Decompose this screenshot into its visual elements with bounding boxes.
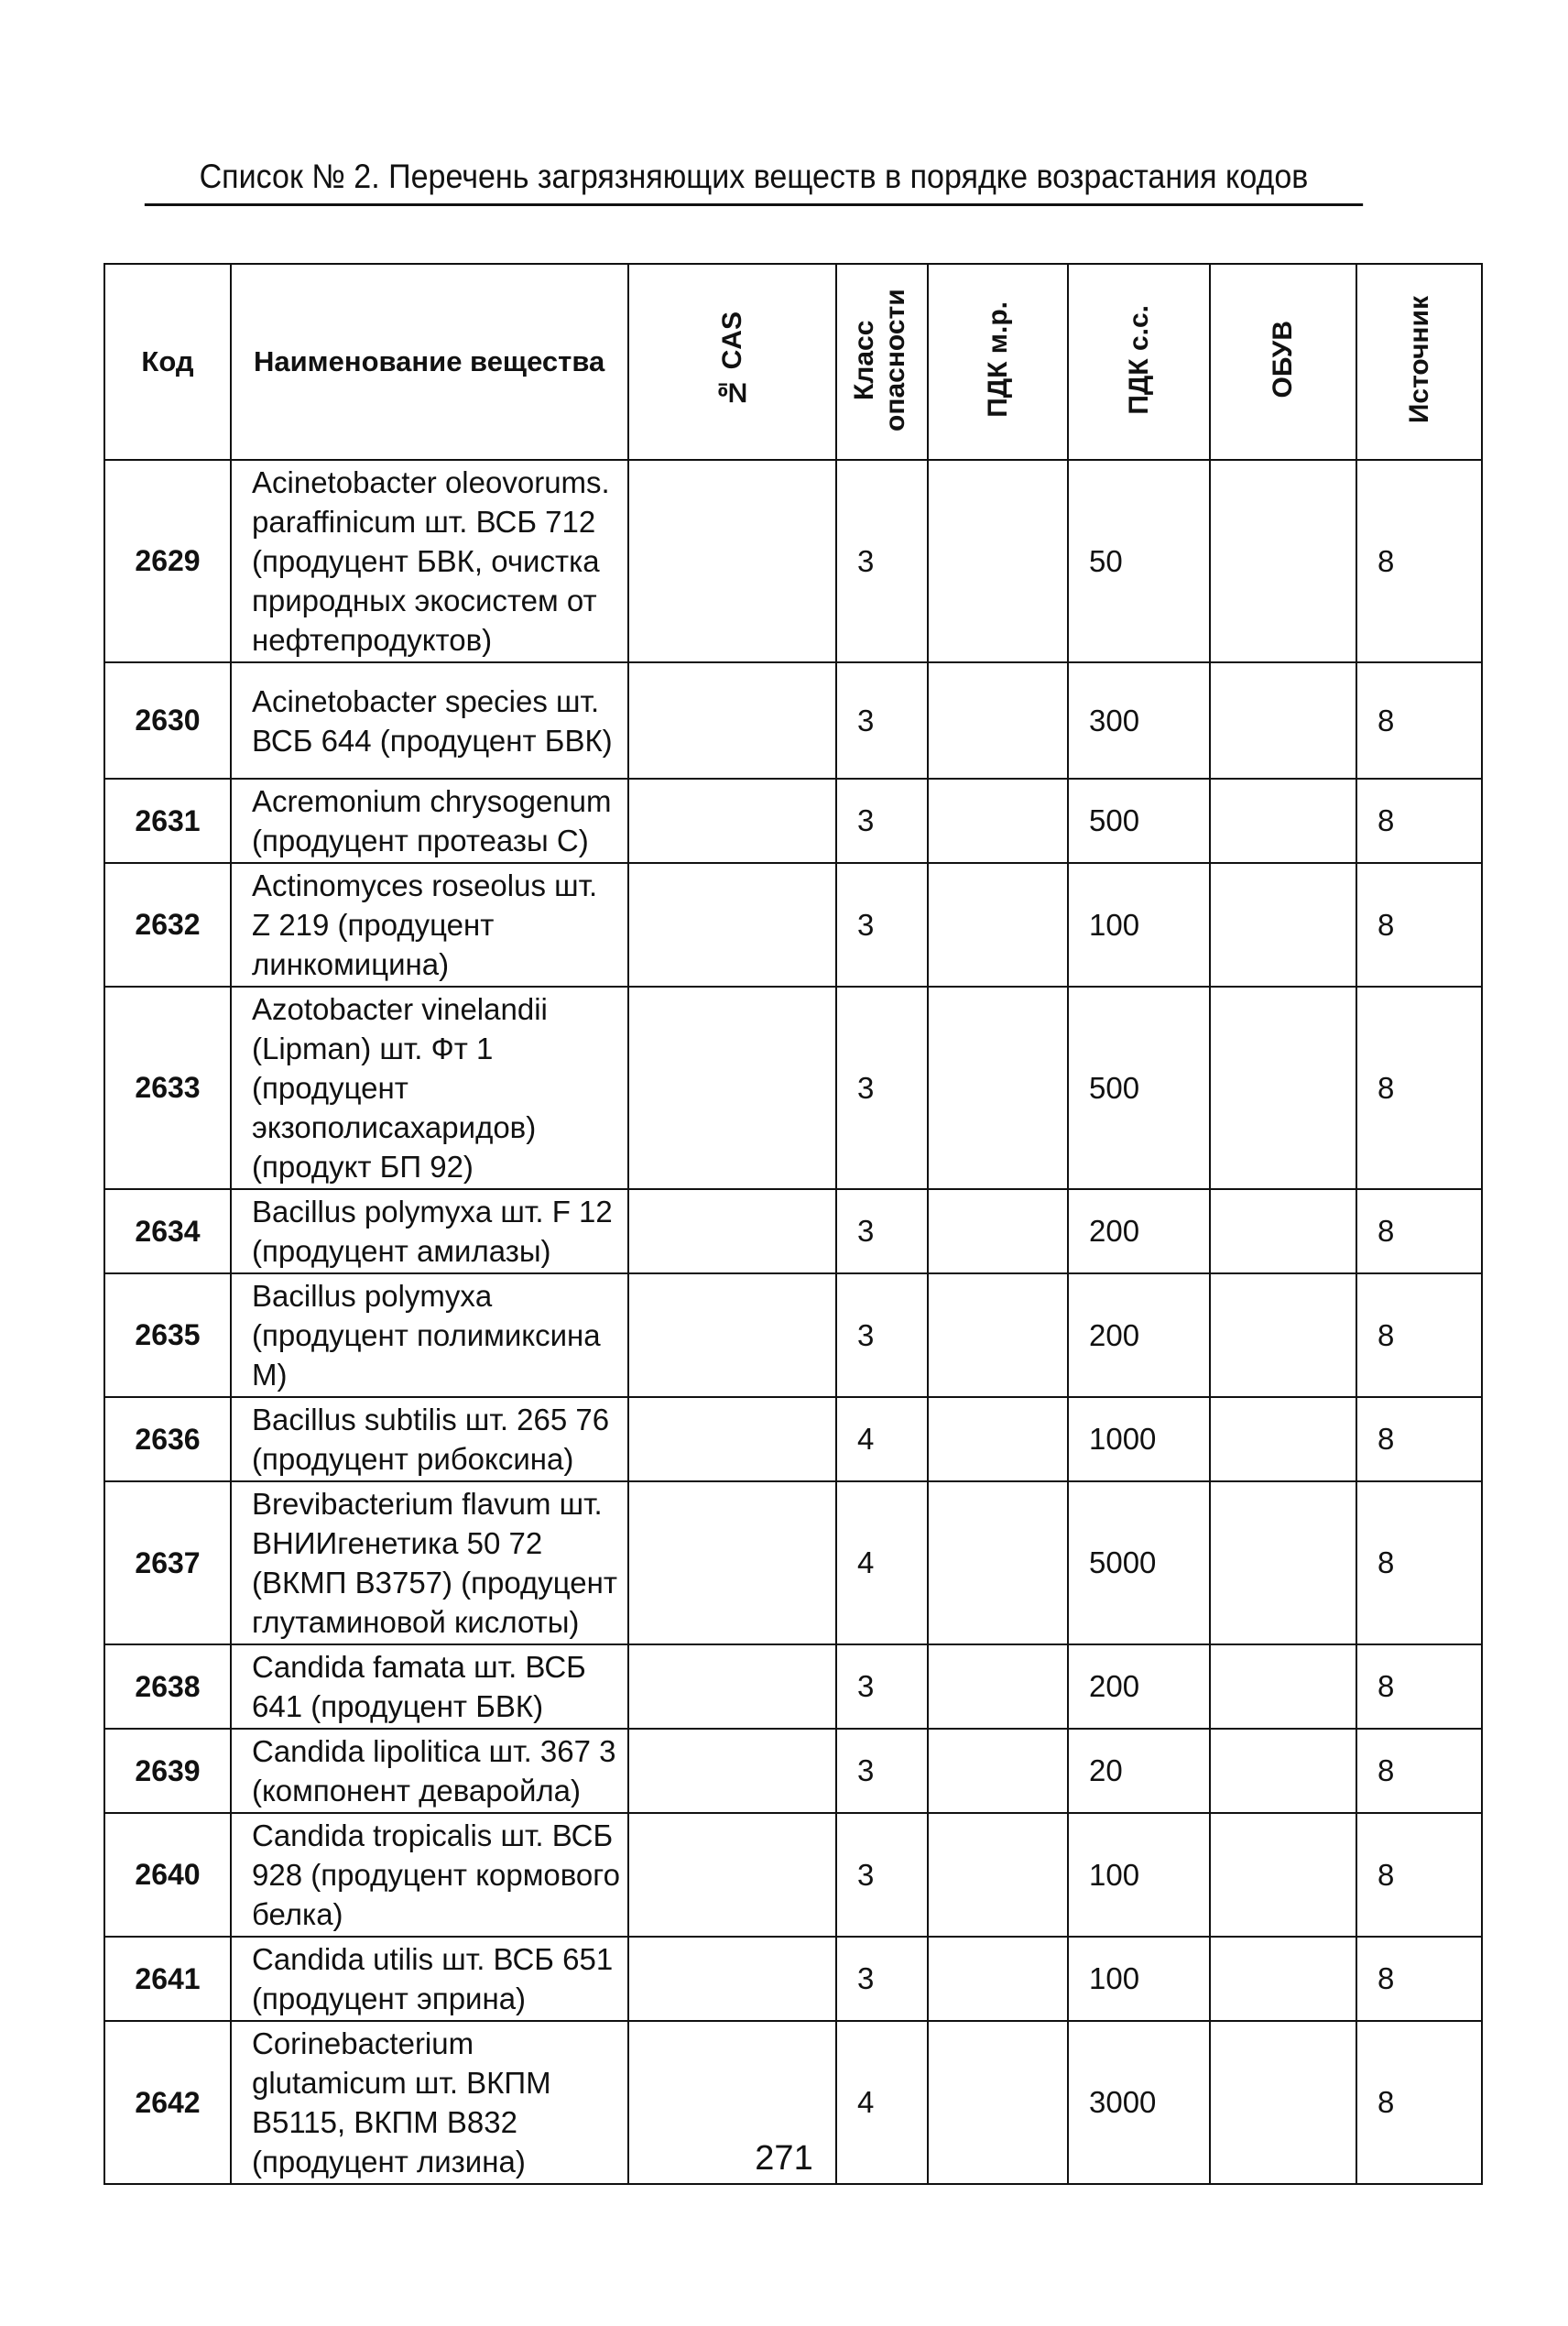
cell-hazard-class: 3 (836, 662, 928, 779)
table-header (104, 264, 1482, 460)
cell-hazard-class: 3 (836, 987, 928, 1189)
cell-source: 8 (1356, 1481, 1482, 1644)
cell-pdk-ss: 100 (1068, 863, 1210, 987)
table-row (104, 1397, 1482, 1481)
cell-pdk-mr (928, 1397, 1068, 1481)
table-row (104, 1644, 1482, 1729)
cell-pdk-mr (928, 779, 1068, 863)
table-row (104, 1273, 1482, 1397)
cell-hazard-class: 4 (836, 1397, 928, 1481)
cell-cas (628, 779, 836, 863)
cell-pdk-mr (928, 1937, 1068, 2021)
cell-obuv (1210, 1729, 1356, 1813)
cell-cas (628, 1644, 836, 1729)
cell-code: 2636 (104, 1397, 231, 1481)
column-header-code: Код (104, 264, 231, 460)
cell-name: Candida utilis шт. ВСБ 651 (продуцент эприна) (231, 1937, 628, 2021)
cell-obuv (1210, 1397, 1356, 1481)
cell-name: Corinebacterium glutamicum шт. ВКПМ В5115, ВКПМ В832 (продуцент лизина) (231, 2021, 628, 2184)
cell-pdk-mr (928, 662, 1068, 779)
table-row (104, 863, 1482, 987)
cell-pdk-ss: 100 (1068, 1813, 1210, 1937)
cell-name: Candida lipolitica шт. 367 3 (компонент деваройла) (231, 1729, 628, 1813)
cell-name: Bacillus subtilis шт. 265 76 (продуцент рибоксина) (231, 1397, 628, 1481)
cell-code: 2637 (104, 1481, 231, 1644)
cell-code: 2630 (104, 662, 231, 779)
table-row (104, 662, 1482, 779)
cell-pdk-ss: 500 (1068, 779, 1210, 863)
pollutants-table (103, 263, 1483, 2185)
cell-code: 2641 (104, 1937, 231, 2021)
cell-source: 8 (1356, 1937, 1482, 2021)
cell-name: Azotobacter vinelandii (Lipman) шт. Фт 1 (продуцент экзополисахаридов) (продукт БП 92) (231, 987, 628, 1189)
cell-name: Bacillus polymyxa (продуцент полимиксина М) (231, 1273, 628, 1397)
column-header-name: Наименование вещества (231, 264, 628, 460)
table-row (104, 460, 1482, 662)
cell-hazard-class: 3 (836, 1813, 928, 1937)
cell-obuv (1210, 460, 1356, 662)
cell-code: 2639 (104, 1729, 231, 1813)
cell-code: 2640 (104, 1813, 231, 1937)
table-row (104, 1937, 1482, 2021)
column-header-source (1356, 264, 1482, 460)
table-row (104, 779, 1482, 863)
page-title: Список № 2. Перечень загрязняющих веществ в порядке возрастания кодов (145, 156, 1363, 206)
cell-code: 2635 (104, 1273, 231, 1397)
cell-code: 2634 (104, 1189, 231, 1273)
column-header-pdk-ss (1068, 264, 1210, 460)
cell-hazard-class: 3 (836, 863, 928, 987)
cell-pdk-mr (928, 1729, 1068, 1813)
cell-code: 2642 (104, 2021, 231, 2184)
cell-pdk-ss: 50 (1068, 460, 1210, 662)
cell-obuv (1210, 1273, 1356, 1397)
cell-cas (628, 1189, 836, 1273)
cell-source: 8 (1356, 1189, 1482, 1273)
cell-cas (628, 662, 836, 779)
cell-source: 8 (1356, 1729, 1482, 1813)
cell-source: 8 (1356, 863, 1482, 987)
cell-hazard-class: 3 (836, 460, 928, 662)
cell-hazard-class: 3 (836, 1937, 928, 2021)
cell-pdk-ss: 300 (1068, 662, 1210, 779)
cell-name: Acinetobacter oleovorums. paraffinicum шт. ВСБ 712 (продуцент БВК, очистка природных экосистем от нефтепродуктов) (231, 460, 628, 662)
cell-pdk-mr (928, 987, 1068, 1189)
cell-obuv (1210, 1937, 1356, 2021)
cell-source: 8 (1356, 460, 1482, 662)
table-row (104, 1729, 1482, 1813)
cell-cas (628, 863, 836, 987)
cell-pdk-mr (928, 1644, 1068, 1729)
cell-hazard-class: 3 (836, 1729, 928, 1813)
cell-obuv (1210, 987, 1356, 1189)
cell-obuv (1210, 1813, 1356, 1937)
cell-source: 8 (1356, 779, 1482, 863)
cell-source: 8 (1356, 662, 1482, 779)
cell-code: 2631 (104, 779, 231, 863)
cell-pdk-ss: 200 (1068, 1273, 1210, 1397)
cell-hazard-class: 3 (836, 1644, 928, 1729)
cell-pdk-ss: 500 (1068, 987, 1210, 1189)
cell-hazard-class: 3 (836, 779, 928, 863)
cell-code: 2638 (104, 1644, 231, 1729)
cell-cas (628, 987, 836, 1189)
cell-pdk-mr (928, 1481, 1068, 1644)
cell-obuv (1210, 863, 1356, 987)
page-number: 271 (755, 2139, 813, 2178)
cell-pdk-mr (928, 1189, 1068, 1273)
cell-source: 8 (1356, 1273, 1482, 1397)
cell-name: Bacillus polymyxa шт. F 12 (продуцент амилазы) (231, 1189, 628, 1273)
column-header-source-label: Источник (1403, 295, 1434, 424)
cell-code: 2629 (104, 460, 231, 662)
table-row (104, 1481, 1482, 1644)
cell-obuv (1210, 662, 1356, 779)
cell-code: 2632 (104, 863, 231, 987)
cell-cas (628, 1813, 836, 1937)
column-header-obuv (1210, 264, 1356, 460)
cell-cas (628, 460, 836, 662)
cell-name: Actinomyces roseolus шт. Z 219 (продуцент линкомицина) (231, 863, 628, 987)
column-header-hazard-class-label: Класс опасности (849, 288, 910, 431)
cell-pdk-ss: 100 (1068, 1937, 1210, 2021)
cell-pdk-mr (928, 1813, 1068, 1937)
cell-pdk-ss: 3000 (1068, 2021, 1210, 2184)
cell-pdk-ss: 20 (1068, 1729, 1210, 1813)
cell-name: Acinetobacter species шт. ВСБ 644 (продуцент БВК) (231, 662, 628, 779)
column-header-obuv-label: ОБУВ (1268, 321, 1298, 399)
column-header-cas-label: № CAS (716, 311, 747, 408)
header-row (104, 264, 1482, 460)
cell-hazard-class: 3 (836, 1273, 928, 1397)
cell-obuv (1210, 1189, 1356, 1273)
cell-cas (628, 1273, 836, 1397)
cell-cas (628, 1397, 836, 1481)
cell-pdk-mr (928, 1273, 1068, 1397)
cell-obuv (1210, 1644, 1356, 1729)
cell-code: 2633 (104, 987, 231, 1189)
column-header-pdk-mr-label: ПДК м.р. (982, 301, 1013, 418)
cell-pdk-mr (928, 460, 1068, 662)
cell-cas (628, 1481, 836, 1644)
cell-pdk-ss: 200 (1068, 1644, 1210, 1729)
cell-name: Candida famata шт. ВСБ 641 (продуцент БВК) (231, 1644, 628, 1729)
cell-name: Brevibacterium flavum шт. ВНИИгенетика 50 72 (ВКМП В3757) (продуцент глутаминовой кислоты) (231, 1481, 628, 1644)
cell-obuv (1210, 779, 1356, 863)
column-header-hazard-class (836, 264, 928, 460)
cell-name: Candida tropicalis шт. ВСБ 928 (продуцент кормового белка) (231, 1813, 628, 1937)
column-header-cas (628, 264, 836, 460)
cell-pdk-ss: 200 (1068, 1189, 1210, 1273)
table-body (104, 460, 1482, 2184)
table-row (104, 987, 1482, 1189)
cell-name: Acremonium chrysogenum (продуцент протеазы С) (231, 779, 628, 863)
cell-cas (628, 1729, 836, 1813)
cell-hazard-class: 3 (836, 1189, 928, 1273)
table-row (104, 1189, 1482, 1273)
pollutants-table-container (103, 263, 1481, 2185)
table-row (104, 1813, 1482, 1937)
cell-obuv (1210, 1481, 1356, 1644)
cell-hazard-class: 4 (836, 2021, 928, 2184)
cell-source: 8 (1356, 1397, 1482, 1481)
cell-pdk-mr (928, 863, 1068, 987)
column-header-pdk-mr (928, 264, 1068, 460)
column-header-pdk-ss-label: ПДК с.с. (1123, 304, 1154, 415)
cell-pdk-ss: 1000 (1068, 1397, 1210, 1481)
cell-hazard-class: 4 (836, 1481, 928, 1644)
cell-source: 8 (1356, 987, 1482, 1189)
cell-cas (628, 1937, 836, 2021)
cell-source: 8 (1356, 1813, 1482, 1937)
cell-source: 8 (1356, 1644, 1482, 1729)
cell-pdk-ss: 5000 (1068, 1481, 1210, 1644)
cell-source: 8 (1356, 2021, 1482, 2184)
